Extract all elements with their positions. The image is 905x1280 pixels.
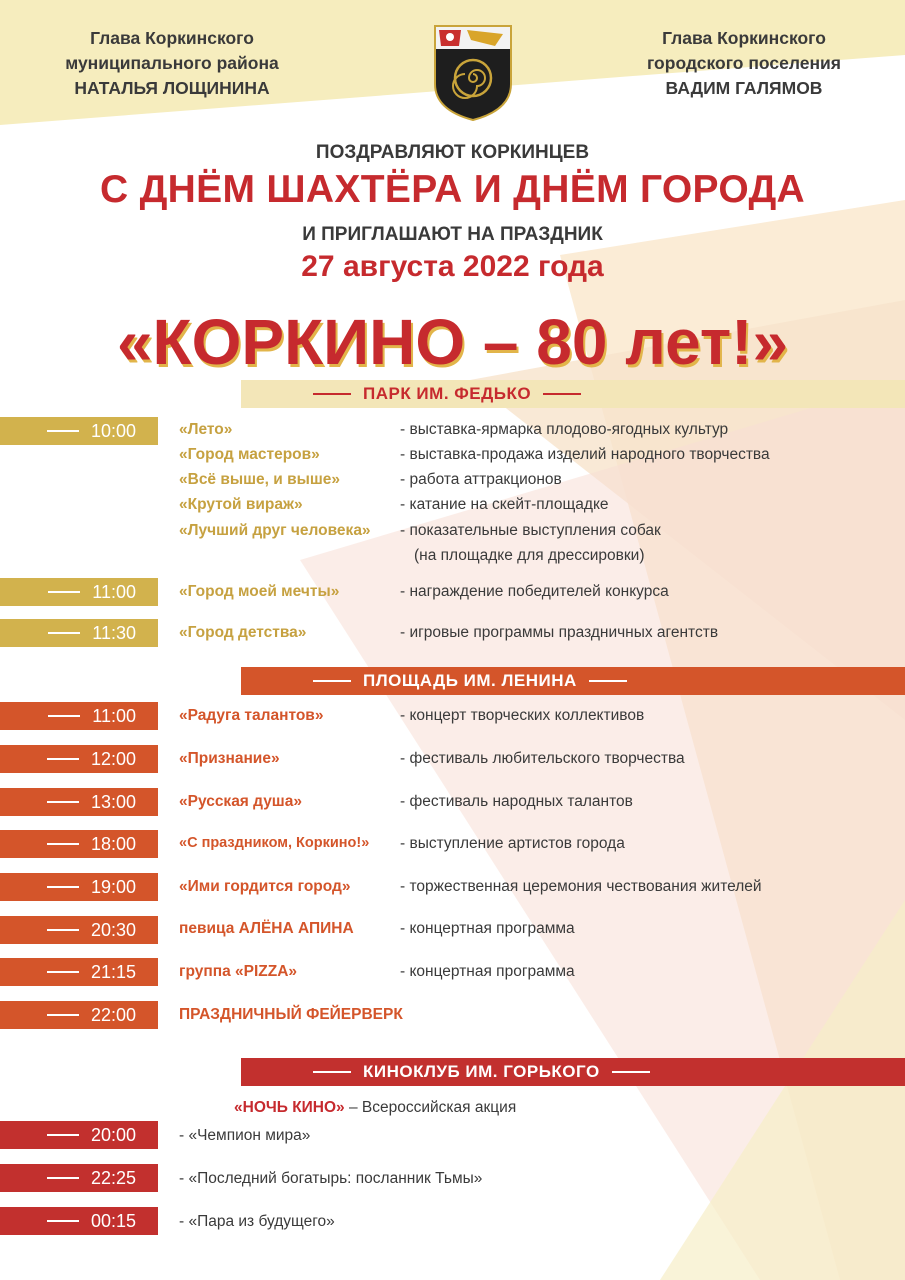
event-desc: - концертная программа	[400, 963, 575, 980]
event-name: «Город детства»	[179, 624, 307, 641]
cinema-action-name: «НОЧЬ КИНО»	[234, 1099, 345, 1116]
time-label: 11:00	[92, 705, 136, 726]
time-label: 11:30	[92, 622, 136, 643]
time-label: 11:00	[92, 581, 136, 602]
dash-left	[313, 1071, 351, 1073]
event-desc: - выставка-продажа изделий народного творчества	[400, 446, 770, 463]
holiday-title: С ДНЁМ ШАХТЁРА И ДНЁМ ГОРОДА	[99, 168, 806, 211]
film-title: - «Последний богатырь: посланник Тьмы»	[179, 1170, 483, 1187]
event-name: «С праздником, Коркино!»	[179, 835, 370, 851]
event-desc: - показательные выступления собак	[400, 522, 661, 539]
time-bar	[0, 1164, 158, 1192]
invite-line: И ПРИГЛАШАЮТ НА ПРАЗДНИК	[302, 224, 603, 245]
event-desc: - игровые программы праздничных агентств	[400, 624, 719, 641]
time-bar	[0, 830, 158, 858]
dash-right	[612, 1071, 650, 1073]
event-name: «Всё выше, и выше»	[179, 471, 341, 488]
head-right-line2: городского поселения	[647, 53, 841, 73]
section-square	[241, 667, 905, 695]
section-cinema-title: КИНОКЛУБ ИМ. ГОРЬКОГО	[363, 1062, 600, 1081]
time-bar	[0, 1207, 158, 1235]
event-name: «Крутой вираж»	[179, 496, 303, 513]
cinema-action-desc: – Всероссийская акция	[344, 1099, 517, 1116]
event-desc: - выступление артистов города	[400, 835, 625, 852]
event-desc: - катание на скейт-площадке	[400, 496, 609, 513]
time-bar	[0, 745, 158, 773]
head-left-name: НАТАЛЬЯ ЛОЩИНИНА	[74, 78, 270, 98]
dash-left	[313, 393, 351, 395]
time-bar	[0, 417, 158, 445]
time-label: 20:30	[90, 919, 136, 940]
time-label: 10:00	[90, 420, 136, 441]
head-left-line1: Глава Коркинского	[90, 28, 254, 48]
time-bar	[0, 1001, 158, 1029]
event-date: 27 августа 2022 года	[301, 250, 604, 283]
event-name: «Город моей мечты»	[179, 583, 340, 600]
head-right-name: ВАДИМ ГАЛЯМОВ	[665, 78, 823, 98]
event-desc: - концертная программа	[400, 920, 575, 937]
dash-left	[313, 680, 351, 682]
time-bar	[0, 578, 158, 606]
congrats-line: ПОЗДРАВЛЯЮТ КОРКИНЦЕВ	[315, 142, 590, 163]
event-name: «Лето»	[179, 421, 233, 438]
coat-of-arms-icon	[433, 24, 513, 122]
section-square-title: ПЛОЩАДЬ ИМ. ЛЕНИНА	[363, 671, 577, 690]
event-name: «Лучший друг человека»	[179, 522, 371, 539]
event-desc: - фестиваль народных талантов	[400, 793, 633, 810]
time-label: 13:00	[90, 791, 136, 812]
film-title: - «Чемпион мира»	[179, 1127, 311, 1144]
time-bar	[0, 958, 158, 986]
event-name: «Признание»	[179, 750, 280, 767]
time-label: 18:00	[90, 833, 136, 854]
event-name: «Город мастеров»	[179, 446, 320, 463]
time-label: 22:00	[90, 1004, 136, 1025]
section-park-title: ПАРК ИМ. ФЕДЬКО	[363, 384, 532, 403]
event-desc: - концерт творческих коллективов	[400, 707, 645, 724]
time-label: 20:00	[90, 1124, 136, 1145]
cinema-intro	[234, 1099, 516, 1117]
time-label: 19:00	[90, 876, 136, 897]
time-bar	[0, 702, 158, 730]
time-bar	[0, 873, 158, 901]
head-left	[12, 26, 332, 101]
section-cinema	[241, 1058, 905, 1086]
section-park	[241, 380, 905, 408]
event-desc: - фестиваль любительского творчества	[400, 750, 685, 767]
dash-right	[543, 393, 581, 395]
time-bar	[0, 1121, 158, 1149]
event-desc: - выставка-ярмарка плодово-ягодных культур	[400, 421, 729, 438]
time-bar	[0, 788, 158, 816]
time-bar	[0, 916, 158, 944]
head-left-line2: муниципального района	[65, 53, 279, 73]
dash-right	[589, 680, 627, 682]
head-right	[584, 26, 904, 101]
event-desc: - торжественная церемония чествования жителей	[400, 878, 762, 895]
event-desc: - награждение победителей конкурса	[400, 583, 669, 600]
film-title: - «Пара из будущего»	[179, 1213, 335, 1230]
event-name: ПРАЗДНИЧНЫЙ ФЕЙЕРВЕРК	[179, 1006, 403, 1023]
time-label: 22:25	[90, 1167, 136, 1188]
event-name: «Ими гордится город»	[179, 878, 351, 895]
head-right-line1: Глава Коркинского	[662, 28, 826, 48]
event-desc: - работа аттракционов	[400, 471, 562, 488]
time-bar	[0, 619, 158, 647]
time-label: 12:00	[90, 748, 136, 769]
event-name: группа «PIZZA»	[179, 963, 298, 980]
event-name: «Радуга талантов»	[179, 707, 324, 724]
time-label: 21:15	[90, 961, 136, 982]
main-title: «КОРКИНО – 80 лет!»	[116, 306, 789, 378]
time-label: 00:15	[90, 1210, 136, 1231]
event-desc-note: (на площадке для дрессировки)	[414, 547, 645, 564]
event-name: певица АЛЁНА АПИНА	[179, 920, 354, 937]
event-name: «Русская душа»	[179, 793, 302, 810]
